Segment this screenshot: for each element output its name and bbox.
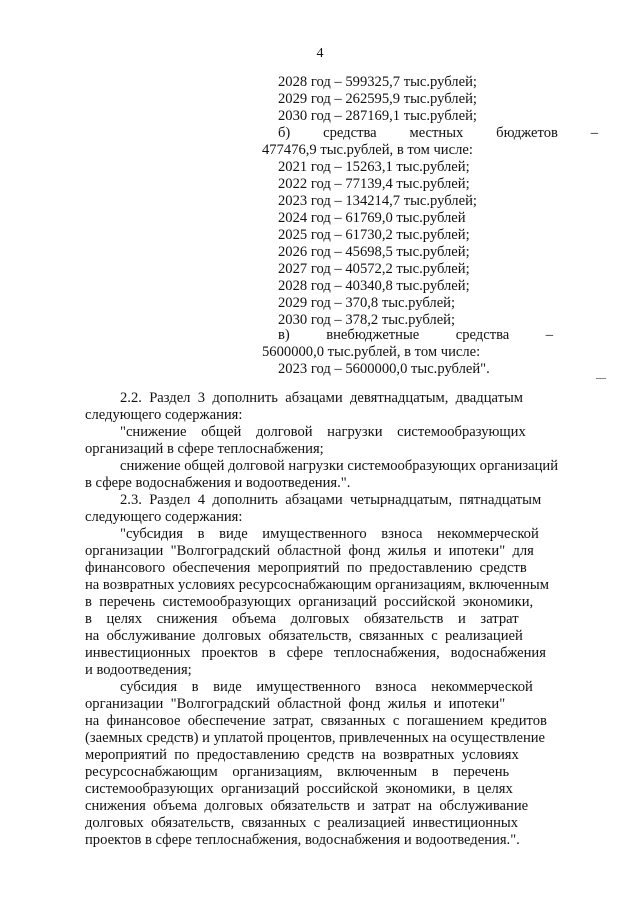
paragraph-line: ресурсоснабжающим организациям, включенным в перечень	[85, 764, 510, 780]
local-budget-year: 2024 год – 61769,0 тыс.рублей	[278, 210, 466, 226]
paragraph-line: в сфере водоснабжения и водоотведения.".	[85, 475, 351, 491]
local-budget-heading: б) средства местных бюджетов –	[278, 125, 599, 141]
paragraph-line: 2.3. Раздел 4 дополнить абзацами четырнадцатым, пятнадцатым	[120, 492, 542, 508]
extra-budget-total: 5600000,0 тыс.рублей, в том числе:	[262, 344, 481, 360]
local-budget-year: 2028 год – 40340,8 тыс.рублей;	[278, 278, 470, 294]
local-budget-year: 2027 год – 40572,2 тыс.рублей;	[278, 261, 470, 277]
local-budget-year: 2030 год – 378,2 тыс.рублей;	[278, 312, 456, 328]
paragraph-line: долговых обязательств, связанных с реализацией инвестиционных	[85, 815, 519, 831]
paragraph-line: и водоотведения;	[85, 662, 192, 678]
paragraph-line: инвестиционных проектов в сфере теплоснабжения, водоснабжения	[85, 645, 546, 661]
funding-line: 2030 год – 287169,1 тыс.рублей;	[278, 108, 477, 124]
paragraph-line: системообразующих организаций российской экономики, в целях	[85, 781, 513, 797]
scan-mark	[596, 378, 606, 379]
paragraph-line: организации "Волгоградский областной фонд жилья и ипотеки"	[85, 696, 506, 712]
paragraph-line: на обслуживание долговых обязательств, связанных с реализацией	[85, 628, 523, 644]
paragraph-line: "снижение общей долговой нагрузки системообразующих	[120, 424, 526, 440]
paragraph-line: в целях снижения объема долговых обязательств и затрат	[85, 611, 519, 627]
paragraph-line: снижения объема долговых обязательств и затрат на обслуживание	[85, 798, 529, 814]
funding-line: 2028 год – 599325,7 тыс.рублей;	[278, 74, 477, 90]
local-budget-year: 2029 год – 370,8 тыс.рублей;	[278, 295, 456, 311]
paragraph-line: следующего содержания:	[85, 509, 243, 525]
paragraph-line: проектов в сфере теплоснабжения, водоснабжения и водоотведения.".	[85, 832, 520, 848]
local-budget-total: 477476,9 тыс.рублей, в том числе:	[262, 142, 473, 158]
extra-budget-year: 2023 год – 5600000,0 тыс.рублей".	[278, 361, 490, 377]
extra-budget-heading: в) внебюджетные средства –	[278, 327, 554, 343]
local-budget-year: 2023 год – 134214,7 тыс.рублей;	[278, 193, 477, 209]
page-number: 4	[316, 46, 324, 61]
paragraph-line: субсидия в виде имущественного взноса некоммерческой	[120, 679, 533, 695]
local-budget-year: 2022 год – 77139,4 тыс.рублей;	[278, 176, 470, 192]
funding-line: 2029 год – 262595,9 тыс.рублей;	[278, 91, 477, 107]
paragraph-line: организаций в сфере теплоснабжения;	[85, 441, 324, 457]
local-budget-year: 2026 год – 45698,5 тыс.рублей;	[278, 244, 470, 260]
paragraph-line: в перечень системообразующих организаций российской экономики,	[85, 594, 534, 610]
paragraph-line: "субсидия в виде имущественного взноса некоммерческой	[120, 526, 539, 542]
paragraph-line: 2.2. Раздел 3 дополнить абзацами девятнадцатым, двадцатым	[120, 390, 524, 406]
paragraph-line: на финансовое обеспечение затрат, связанных с погашением кредитов	[85, 713, 547, 729]
paragraph-line: мероприятий по предоставлению средств на возвратных условиях	[85, 747, 519, 763]
local-budget-year: 2021 год – 15263,1 тыс.рублей;	[278, 159, 470, 175]
paragraph-line: финансового обеспечения мероприятий по предоставлению средств	[85, 560, 527, 576]
paragraph-line: следующего содержания:	[85, 407, 243, 423]
paragraph-line: на возвратных условиях ресурсоснабжающим организациям, включенным	[85, 577, 549, 593]
local-budget-year: 2025 год – 61730,2 тыс.рублей;	[278, 227, 470, 243]
paragraph-line: организации "Волгоградский областной фонд жилья и ипотеки" для	[85, 543, 534, 559]
paragraph-line: (заемных средств) и уплатой процентов, привлеченных на осуществление	[85, 730, 546, 746]
paragraph-line: снижение общей долговой нагрузки системообразующих организаций	[120, 458, 559, 474]
